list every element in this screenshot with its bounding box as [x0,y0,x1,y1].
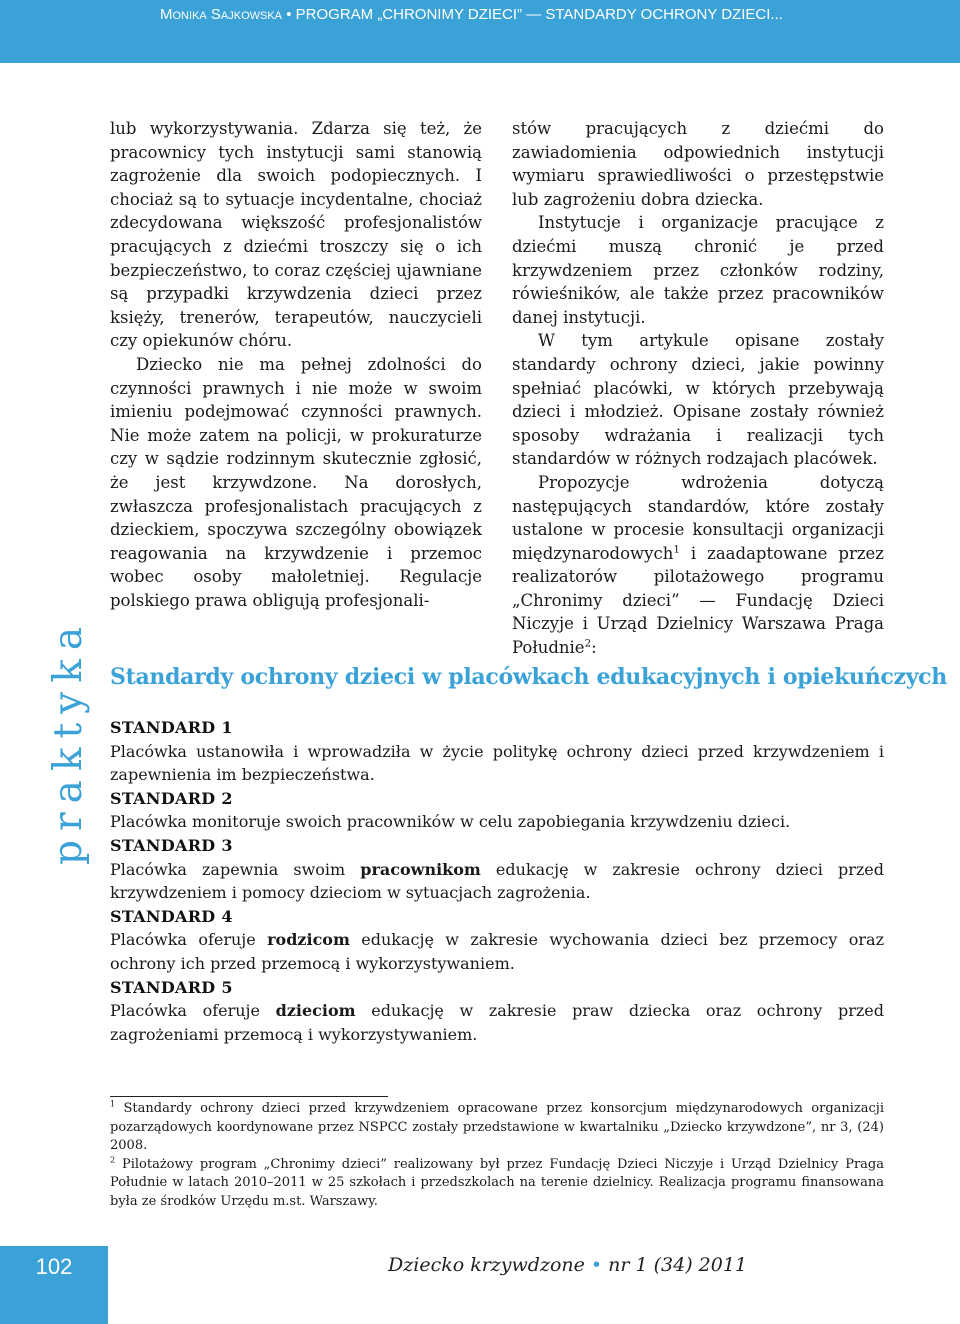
standard-text-part: edukację w zakresie praw dziecka oraz ochrony przed zagrożeniami przemocą i wykorzystywaniem. [110,1001,885,1044]
standard-text-part: edukację w zakresie ochrony dzieci przed krzywdzeniem i pomocy dzieciom w sytuacjach zagrożenia. [110,859,884,903]
standard-text [110,740,884,787]
standard-bold: rodzicom [267,930,350,950]
footnote-ref-1: 1 [673,544,680,556]
standard-bold: dzieciom [275,1001,356,1021]
header-title: PROGRAM „CHRONIMY DZIECI” — STANDARDY OCHRONY DZIECI... [295,6,783,23]
footnote [110,1156,884,1212]
paragraph: Dziecko nie ma pełnej zdolności do czynności prawnych i nie może w swoim imieniu podejmować czynności prawnych. Nie może zatem na policji, w prokuraturze czy w sądzie rodzinnym skutecznie zgłosić, że jest krzywdzone. Na dorosłych, zwłaszcza profesjonalistach pracujących z dzieckiem, spoczywa szczególny obowiązek reagowania na krzywdzenie i przemoc wobec osoby małoletniej. Regulacje polskiego prawa obligują profesjonali- [110,354,482,610]
standard-item [110,787,884,834]
header-text [160,6,783,23]
footnote-divider [110,1096,388,1097]
paragraph: lub wykorzystywania. Zdarza się też, że pracownicy tych instytucji sami stanowią zagrożenie dla swoich podopiecznych. I chociaż są to sytuacje incydentalne, chociaż zdecydowana większość profesjonalistów pracujących z dziećmi troszczy się o ich bezpieczeństwo, to coraz częściej ujawniane są przypadki krzywdzenia dzieci przez księży, trenerów, terapeutów, nauczycieli czy opiekunów chóru. [110,119,482,351]
standard-item [110,716,884,787]
standard-item [110,905,884,976]
running-header [0,0,960,63]
paragraph: stów pracujących z dziećmi do zawiadomienia odpowiednich instytucji wymiaru sprawiedliwości o przestępstwie lub zagrożeniu dobra dziecka. [512,119,884,209]
standard-text [110,928,884,975]
journal-title: Dziecko krzywdzone [388,1254,585,1276]
journal-footer [388,1254,747,1276]
footnote [110,1100,884,1156]
body-column-left [110,117,482,612]
paragraph [512,471,884,660]
footnote-text: Standardy ochrony dzieci przed krzywdzeniem opracowane przez konsorcjum międzynarodowych organizacji pozarządowych koordynowane przez NSPCC zostały przedstawione w kwartalniku „Dziecko krzywdzone”, nr 3, (24) 2008. [110,1101,884,1153]
standard-text-part: edukację w zakresie wychowania dzieci bez przemocy oraz ochrony ich przed przemocą i wykorzystywaniem. [110,930,884,973]
standard-label: STANDARD 2 [110,788,233,808]
standard-label: STANDARD 4 [110,906,233,926]
section-heading: Standardy ochrony dzieci w placówkach edukacyjnych i opiekuńczych [110,664,947,690]
journal-issue: nr 1 (34) 2011 [608,1254,748,1276]
standard-text-part: Placówka ustanowiła i wprowadziła w życie politykę ochrony dzieci przed krzywdzeniem i zapewnienia im bezpieczeństwa. [110,741,884,785]
standard-item [110,976,884,1047]
standard-label: STANDARD 5 [110,977,233,997]
footnote-number: 2 [110,1155,116,1165]
side-label-text: praktyka [46,617,91,865]
standard-label: STANDARD 1 [110,718,233,737]
standard-text-part: Placówka zapewnia swoim [110,859,361,879]
standard-text-part: Placówka oferuje [110,930,268,950]
paragraph: W tym artykule opisane zostały standardy ochrony dzieci, jakie powinny spełniać placówki, w których przebywają dzieci i młodzież. Opisane zostały również sposoby wdrażania i realizacji tych standardów w różnych rodzajach placówek. [512,331,884,469]
standard-label: STANDARD 3 [110,835,233,855]
header-bullet: • [286,6,292,23]
standards-list [110,716,884,1046]
footer-bullet: • [590,1254,603,1276]
paragraph-text: Propozycje wdrożenia dotyczą następujących standardów, które zostały ustalone w procesie konsultacji organizacji międzynarodowych [512,472,884,563]
standard-text [110,858,884,905]
footnote-ref-2: 2 [584,638,592,650]
standard-bold: pracownikom [360,859,481,879]
paragraph: Instytucje i organizacje pracujące z dziećmi muszą chronić je przed krzywdzeniem przez członków rodziny, rówieśników, ale także przez pracowników danej instytucji. [512,213,884,327]
header-author: Monika Sajkowska [160,6,283,23]
page-number-box [0,1246,108,1324]
standard-text [110,810,884,834]
standard-item [110,834,884,905]
standard-text [110,999,884,1046]
footnote-text: Pilotażowy program „Chronimy dzieci” realizowany był przez Fundację Dzieci Niczyje i Urząd Dzielnicy Praga Południe w latach 2010–2011 w 25 szkołach i przedszkolach na terenie dzielnicy. Realizacja programu finansowana była ze środków Urzędu m.st. Warszawy. [110,1156,884,1209]
standard-text-part: Placówka oferuje [110,1001,276,1021]
paragraph-text: i zaadaptowane przez realizatorów pilotażowego programu „Chronimy dzieci” — Fundację Dzieci Niczyje i Urząd Dzielnicy Warszawa Praga Południe [512,543,884,658]
standard-text-part: Placówka monitoruje swoich pracowników w celu zapobiegania krzywdzeniu dzieci. [110,812,791,832]
footnotes [110,1100,884,1211]
paragraph-text: : [591,638,597,658]
body-column-right [512,117,884,660]
footnote-number: 1 [110,1099,116,1109]
page-number: 102 [35,1254,73,1279]
